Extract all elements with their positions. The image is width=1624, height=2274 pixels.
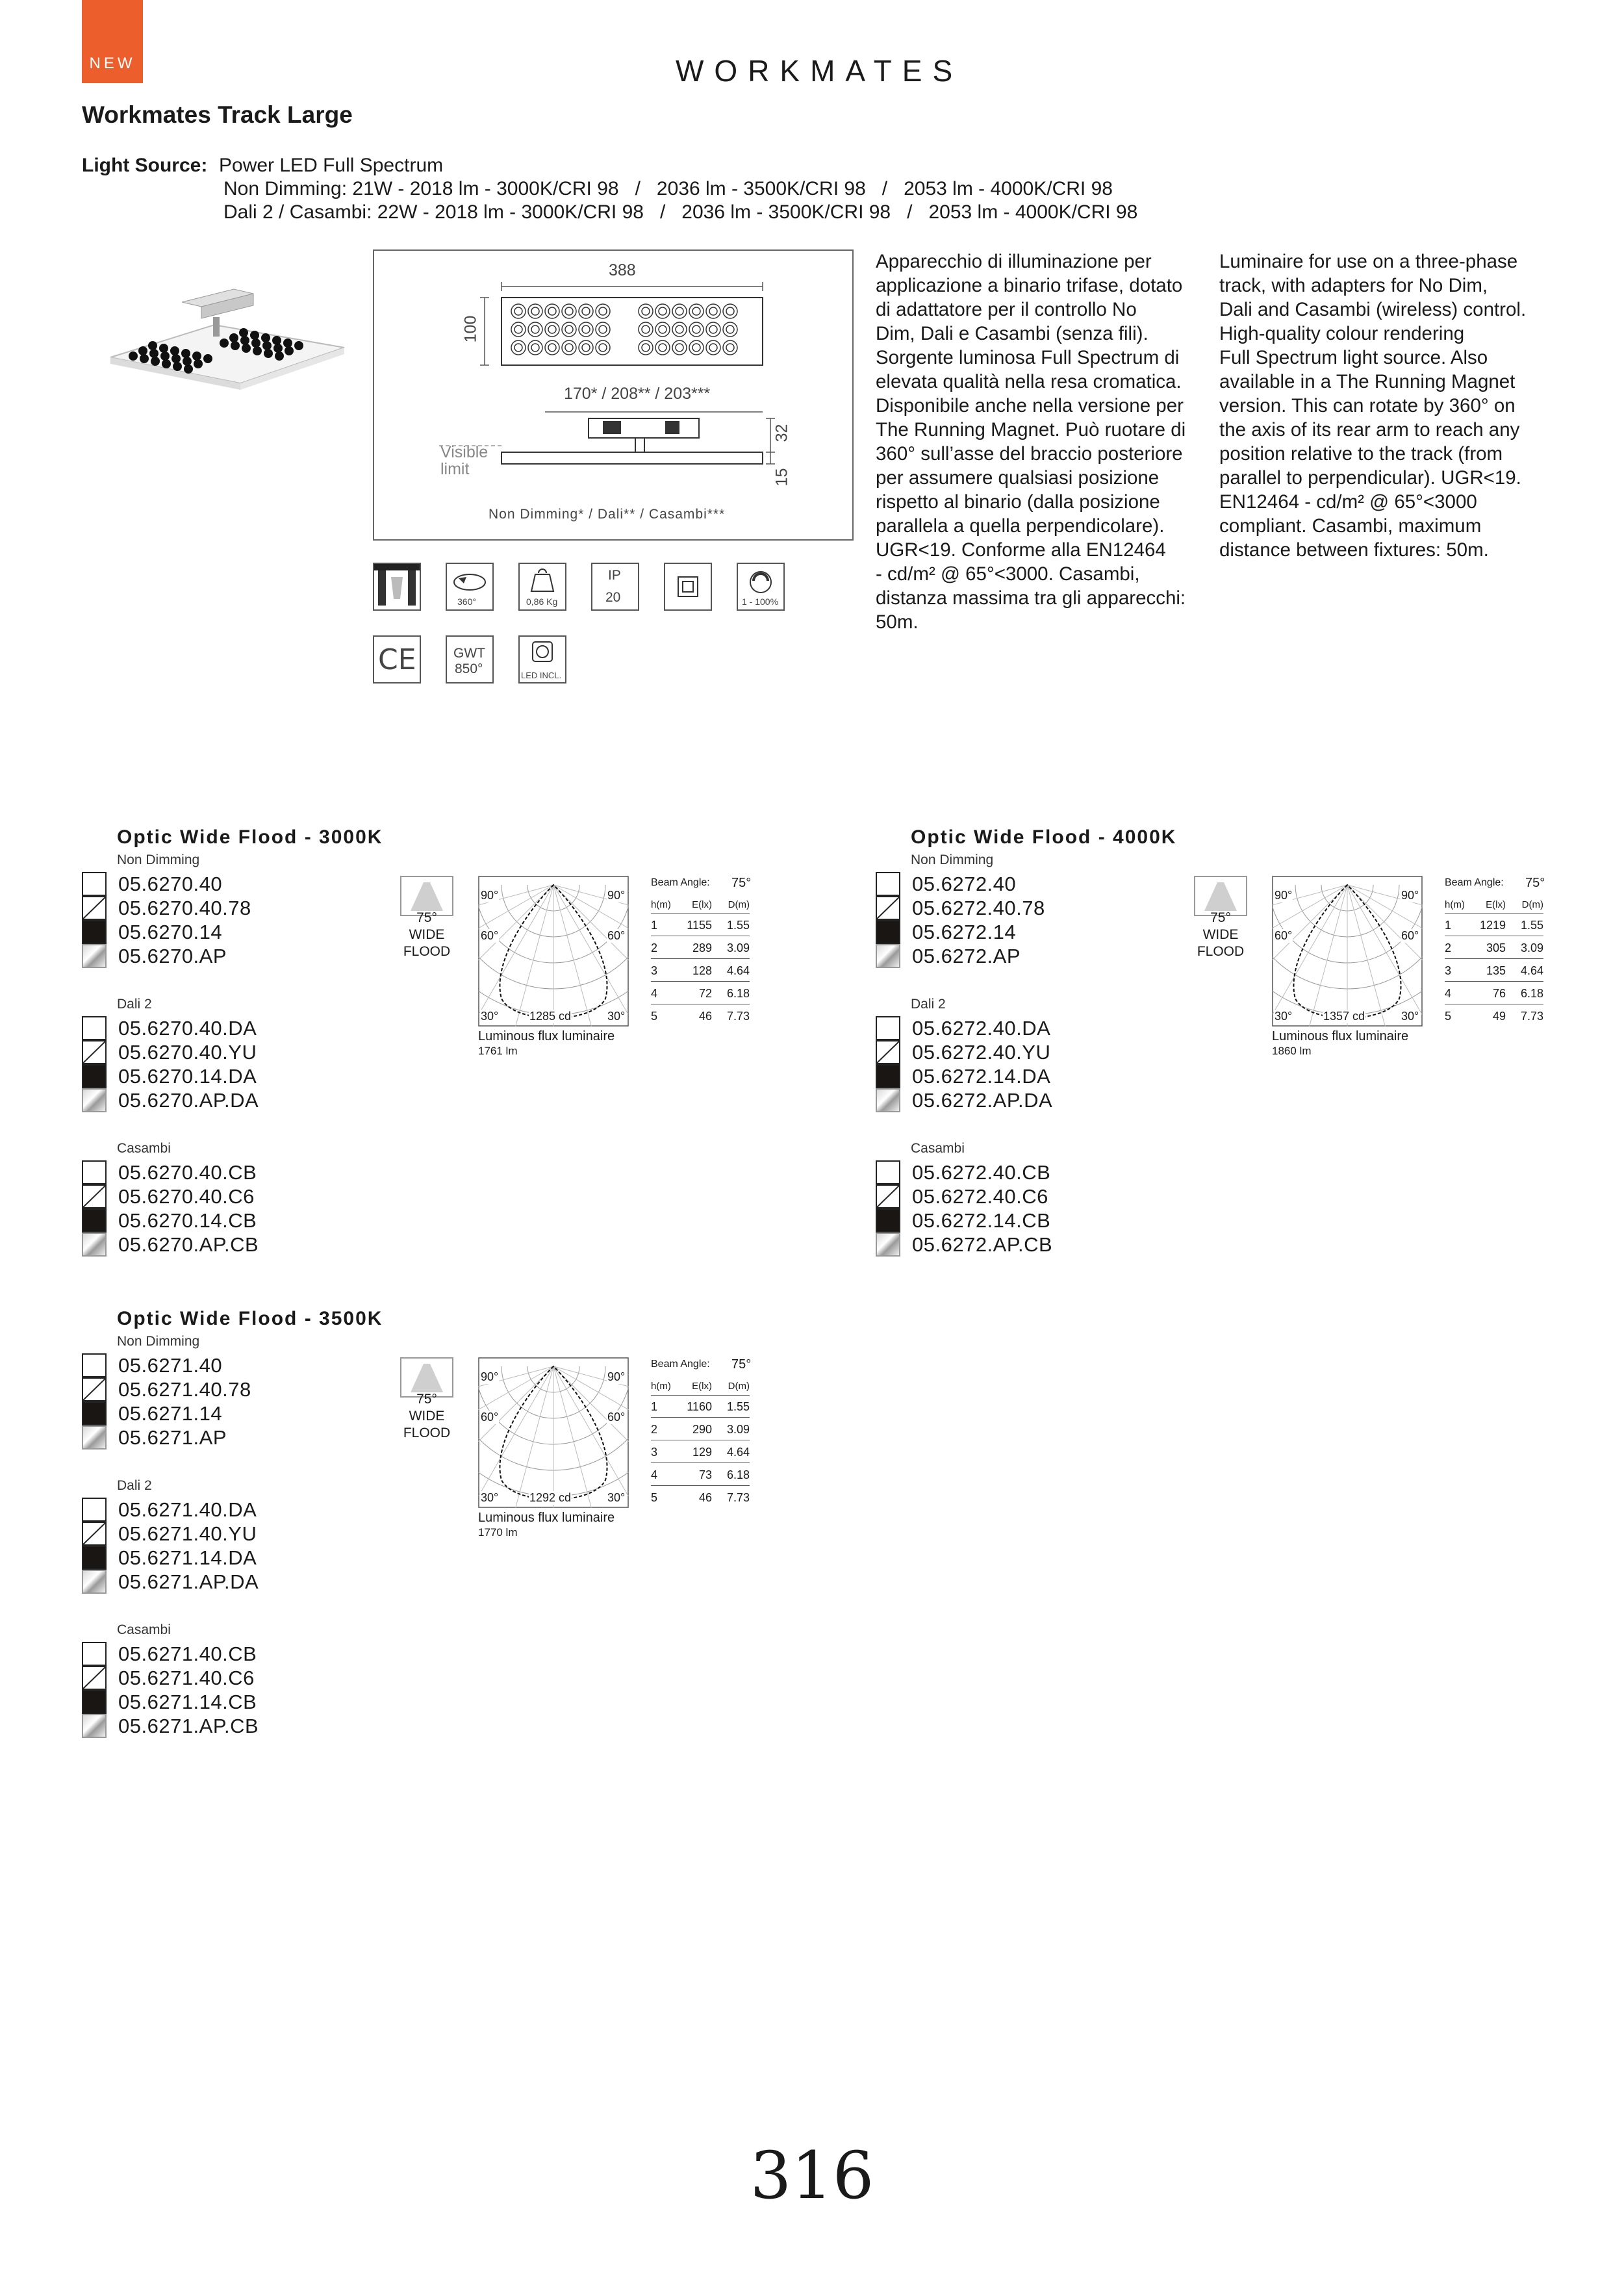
light-source-line: Power LED Full Spectrum xyxy=(219,155,444,176)
product-code-row xyxy=(82,1064,257,1088)
product-code: 05.6270.40.YU xyxy=(118,1040,257,1064)
product-code-row xyxy=(82,1522,257,1546)
beam-type-line1: WIDE xyxy=(409,1409,445,1424)
product-code-row xyxy=(876,896,1045,920)
product-code: 05.6272.AP.DA xyxy=(912,1088,1053,1112)
polar-angle-30-left: 30° xyxy=(481,1491,499,1504)
product-code-row xyxy=(82,872,222,896)
polar-angle-90-right: 90° xyxy=(1401,889,1419,902)
product-code: 05.6271.14 xyxy=(118,1401,223,1425)
finish-swatch-white xyxy=(82,1353,107,1377)
product-code: 05.6272.14 xyxy=(912,920,1017,943)
category-label: Dali 2 xyxy=(117,997,152,1012)
luminous-flux-value: 1770 lm xyxy=(478,1526,518,1539)
product-code: 05.6271.40.78 xyxy=(118,1377,251,1401)
polar-angle-60-right: 60° xyxy=(607,929,626,942)
gwt-box xyxy=(446,635,494,683)
product-code: 05.6270.AP.DA xyxy=(118,1088,259,1112)
table-cell: 4 xyxy=(651,1468,658,1481)
brand-title: WORKMATES xyxy=(676,54,963,88)
polar-angle-90-right: 90° xyxy=(607,1370,626,1383)
page-number: 316 xyxy=(750,2138,874,2214)
table-cell: 3 xyxy=(651,1446,658,1459)
product-code: 05.6271.14.CB xyxy=(118,1690,257,1713)
table-cell: 49 xyxy=(1492,1010,1506,1023)
product-code-row xyxy=(876,1040,1050,1064)
luminous-flux-label: Luminous flux luminaire xyxy=(1272,1029,1409,1043)
product-code: 05.6272.AP xyxy=(912,944,1021,967)
product-code-row xyxy=(876,1184,1048,1208)
table-cell: 1 xyxy=(651,1400,658,1413)
photometric-table xyxy=(651,876,755,1038)
track-icon xyxy=(374,564,420,609)
finish-swatch-black xyxy=(82,1401,107,1425)
beam-angle-table-value: 75° xyxy=(731,1357,752,1372)
table-cell: 76 xyxy=(1492,987,1506,1000)
product-code-row xyxy=(82,1377,251,1401)
limit-label: limit xyxy=(440,460,470,478)
product-code-row xyxy=(876,1233,1052,1257)
product-code-row xyxy=(82,920,222,944)
finish-swatch-diag xyxy=(82,1377,107,1401)
product-code-row xyxy=(82,944,227,968)
diagonal-icon xyxy=(877,1041,899,1063)
product-code-row xyxy=(82,1040,257,1064)
polar-angle-60-left: 60° xyxy=(1275,929,1293,942)
product-code: 05.6270.14.DA xyxy=(118,1064,257,1088)
photometric-table xyxy=(1445,876,1549,1038)
product-code: 05.6271.AP xyxy=(118,1425,227,1449)
ip-label: IP xyxy=(608,568,621,583)
product-code-row xyxy=(876,1016,1050,1040)
product-code: 05.6271.40.CB xyxy=(118,1642,257,1665)
product-code-row xyxy=(876,1160,1050,1184)
product-code: 05.6271.40.DA xyxy=(118,1498,257,1521)
product-code: 05.6272.40.C6 xyxy=(912,1184,1048,1208)
weight-label: 0,86 Kg xyxy=(526,596,558,607)
finish-swatch-alu xyxy=(82,1233,107,1257)
table-cell: 3.09 xyxy=(726,941,750,954)
beam-angle-value: 75° xyxy=(416,910,437,925)
product-code-row xyxy=(82,1184,255,1208)
product-code-row xyxy=(82,1666,255,1690)
finish-swatch-white xyxy=(876,1160,900,1184)
finish-swatch-diag xyxy=(876,896,900,920)
finish-swatch-diag xyxy=(82,1666,107,1690)
table-cell: 1.55 xyxy=(1520,919,1543,932)
table-cell: 5 xyxy=(1445,1010,1452,1023)
table-cell: 73 xyxy=(698,1468,712,1481)
table-header: E(lx) xyxy=(692,1381,712,1392)
table-cell: 3 xyxy=(1445,964,1452,977)
product-code: 05.6270.40.78 xyxy=(118,896,251,919)
finish-swatch-white xyxy=(82,1016,107,1040)
polar-max-cd: 1292 cd xyxy=(529,1491,572,1504)
table-cell: 7.73 xyxy=(1520,1010,1543,1023)
diagonal-icon xyxy=(83,1041,105,1063)
technical-drawing xyxy=(373,249,854,541)
category-label: Casambi xyxy=(117,1622,171,1637)
table-cell: 305 xyxy=(1486,941,1506,954)
led-incl-label: LED INCL. xyxy=(521,671,562,680)
product-code-row xyxy=(82,1016,257,1040)
table-cell: 128 xyxy=(692,964,712,977)
polar-angle-60-left: 60° xyxy=(481,1411,499,1424)
table-rule xyxy=(651,1395,750,1396)
product-code: 05.6271.40.YU xyxy=(118,1522,257,1545)
diagonal-icon xyxy=(83,1523,105,1544)
table-header: D(m) xyxy=(728,1381,750,1392)
product-code-row xyxy=(82,1208,257,1233)
polar-max-cd: 1357 cd xyxy=(1323,1010,1365,1023)
polar-angle-90-left: 90° xyxy=(1275,889,1293,902)
table-cell: 290 xyxy=(692,1423,712,1436)
optic-title: Optic Wide Flood - 3500K xyxy=(117,1308,383,1329)
table-cell: 6.18 xyxy=(1520,987,1543,1000)
finish-swatch-alu xyxy=(82,944,107,968)
led-incl-box xyxy=(518,635,566,683)
table-header: h(m) xyxy=(1445,899,1465,910)
beam-angle-label: Beam Angle: xyxy=(1445,877,1504,888)
table-cell: 3 xyxy=(651,964,658,977)
polar-angle-30-right: 30° xyxy=(607,1491,626,1504)
luminous-flux-label: Luminous flux luminaire xyxy=(478,1029,615,1043)
photometric-table xyxy=(651,1357,755,1520)
table-cell: 46 xyxy=(698,1010,712,1023)
beam-type-line1: WIDE xyxy=(409,927,445,942)
polar-angle-90-left: 90° xyxy=(481,889,499,902)
table-cell: 1160 xyxy=(687,1400,712,1413)
gwt-label: GWT xyxy=(453,646,485,661)
product-code: 05.6270.14.CB xyxy=(118,1208,257,1232)
product-code-row xyxy=(876,1064,1050,1088)
product-code: 05.6271.AP.CB xyxy=(118,1714,259,1737)
table-cell: 1219 xyxy=(1479,919,1506,932)
product-image xyxy=(104,286,351,396)
diagonal-icon xyxy=(83,1379,105,1400)
product-code: 05.6270.40 xyxy=(118,872,223,895)
table-cell: 4.64 xyxy=(726,1446,750,1459)
polar-angle-30-right: 30° xyxy=(607,1010,626,1023)
product-code: 05.6271.AP.DA xyxy=(118,1570,259,1593)
beam-type-line2: FLOOD xyxy=(403,1425,451,1440)
table-cell: 135 xyxy=(1486,964,1506,977)
table-rule xyxy=(651,913,750,914)
finish-swatch-white xyxy=(82,872,107,896)
luminous-flux-label: Luminous flux luminaire xyxy=(478,1511,615,1525)
diagonal-icon xyxy=(83,1186,105,1207)
dimming-icon-box xyxy=(737,563,785,611)
polar-angle-60-right: 60° xyxy=(607,1411,626,1424)
finish-swatch-diag xyxy=(82,1040,107,1064)
diagonal-icon xyxy=(83,897,105,919)
product-code-row xyxy=(82,1690,257,1714)
category-label: Non Dimming xyxy=(117,852,200,867)
ip-rating-box xyxy=(591,563,639,611)
product-code-row xyxy=(82,896,251,920)
table-header: h(m) xyxy=(651,1381,671,1392)
product-code-row xyxy=(82,1570,259,1594)
table-cell: 7.73 xyxy=(726,1010,750,1023)
finish-swatch-white xyxy=(82,1642,107,1666)
table-cell: 129 xyxy=(692,1446,712,1459)
product-code-row xyxy=(82,1498,257,1522)
ce-mark-box xyxy=(373,635,421,683)
light-source-dali-casambi: Dali 2 / Casambi: 22W - 2018 lm - 3000K/CRI 98 / 2036 lm - 3500K/CRI 98 / 2053 lm - 4000K/CRI 98 xyxy=(223,201,1138,223)
beam-type-line2: FLOOD xyxy=(403,944,451,959)
diagonal-icon xyxy=(877,897,899,919)
product-code-row xyxy=(876,1088,1052,1112)
product-code: 05.6272.40.DA xyxy=(912,1016,1051,1040)
product-code: 05.6271.40 xyxy=(118,1353,223,1377)
visible-label: Visible xyxy=(440,443,488,461)
table-cell: 4 xyxy=(651,987,658,1000)
table-rule xyxy=(651,981,750,982)
product-code: 05.6272.14.CB xyxy=(912,1208,1051,1232)
finish-swatch-alu xyxy=(82,1088,107,1112)
table-cell: 1 xyxy=(1445,919,1452,932)
ip-value: 20 xyxy=(605,590,621,605)
category-label: Casambi xyxy=(117,1141,171,1156)
ce-mark: CE xyxy=(378,643,416,676)
finish-swatch-white xyxy=(82,1498,107,1522)
table-cell: 4.64 xyxy=(1520,964,1543,977)
product-code: 05.6272.14.DA xyxy=(912,1064,1051,1088)
beam-type-line2: FLOOD xyxy=(1197,944,1245,959)
table-cell: 6.18 xyxy=(726,1468,750,1481)
new-badge: NEW xyxy=(82,0,143,83)
finish-swatch-black xyxy=(876,920,900,944)
table-cell: 289 xyxy=(692,941,712,954)
dim-height: 100 xyxy=(461,315,480,343)
table-cell: 7.73 xyxy=(726,1491,750,1504)
product-code-row xyxy=(82,1353,222,1377)
product-code-row xyxy=(82,1233,259,1257)
finish-swatch-diag xyxy=(82,1522,107,1546)
optic-title: Optic Wide Flood - 4000K xyxy=(911,826,1177,848)
product-code-row xyxy=(876,1208,1050,1233)
polar-angle-60-left: 60° xyxy=(481,929,499,942)
product-code: 05.6272.40.78 xyxy=(912,896,1045,919)
diagonal-icon xyxy=(83,1667,105,1689)
product-code: 05.6270.AP.CB xyxy=(118,1233,259,1256)
product-code-row xyxy=(82,1088,259,1112)
beam-angle-value: 75° xyxy=(416,1392,437,1407)
product-title: Workmates Track Large xyxy=(82,101,353,128)
finish-swatch-diag xyxy=(876,1040,900,1064)
finish-swatch-alu xyxy=(876,944,900,968)
table-rule xyxy=(651,958,750,959)
optic-section xyxy=(82,1308,796,1789)
product-code-row xyxy=(876,944,1021,968)
product-code: 05.6272.40.YU xyxy=(912,1040,1051,1064)
product-code: 05.6270.AP xyxy=(118,944,227,967)
diagonal-icon xyxy=(877,1186,899,1207)
table-header: E(lx) xyxy=(1486,899,1506,910)
table-cell: 2 xyxy=(651,1423,658,1436)
product-code-row xyxy=(82,1714,259,1738)
beam-angle-value: 75° xyxy=(1210,910,1231,925)
table-cell: 4 xyxy=(1445,987,1452,1000)
product-code: 05.6270.40.DA xyxy=(118,1016,257,1040)
product-code-row xyxy=(82,1642,257,1666)
table-cell: 4.64 xyxy=(726,964,750,977)
polar-angle-60-right: 60° xyxy=(1401,929,1419,942)
class-icon-box xyxy=(664,563,712,611)
table-header: D(m) xyxy=(1521,899,1543,910)
table-cell: 2 xyxy=(651,941,658,954)
finish-swatch-black xyxy=(876,1208,900,1233)
polar-angle-90-left: 90° xyxy=(481,1370,499,1383)
dim-15: 15 xyxy=(772,468,791,487)
luminous-flux-value: 1860 lm xyxy=(1272,1045,1312,1057)
table-cell: 3.09 xyxy=(726,1423,750,1436)
category-label: Non Dimming xyxy=(911,852,994,867)
rotation-icon-box xyxy=(446,563,494,611)
gwt-value: 850° xyxy=(455,661,483,676)
category-label: Non Dimming xyxy=(117,1334,200,1349)
beam-angle-table-value: 75° xyxy=(1525,876,1545,890)
table-header: h(m) xyxy=(651,899,671,910)
beam-angle-label: Beam Angle: xyxy=(651,1359,710,1370)
product-code: 05.6271.40.C6 xyxy=(118,1666,255,1689)
table-rule xyxy=(1445,981,1543,982)
product-code-row xyxy=(82,1425,227,1450)
light-source-non-dimming: Non Dimming: 21W - 2018 lm - 3000K/CRI 98 / 2036 lm - 3500K/CRI 98 / 2053 lm - 4000K/CRI 98 xyxy=(223,178,1113,199)
product-code: 05.6270.40.C6 xyxy=(118,1184,255,1208)
beam-angle-label: Beam Angle: xyxy=(651,877,710,888)
optic-title: Optic Wide Flood - 3000K xyxy=(117,826,383,848)
product-code: 05.6271.14.DA xyxy=(118,1546,257,1569)
luminous-flux-value: 1761 lm xyxy=(478,1045,518,1057)
finish-swatch-black xyxy=(82,1208,107,1233)
optic-section xyxy=(876,826,1590,1307)
table-cell: 2 xyxy=(1445,941,1452,954)
table-cell: 1155 xyxy=(687,919,712,932)
polar-angle-30-left: 30° xyxy=(481,1010,499,1023)
finish-swatch-alu xyxy=(82,1570,107,1594)
finish-swatch-black xyxy=(82,1064,107,1088)
polar-angle-30-left: 30° xyxy=(1275,1010,1293,1023)
table-rule xyxy=(1445,913,1543,914)
table-cell: 1.55 xyxy=(726,1400,750,1413)
polar-max-cd: 1285 cd xyxy=(529,1010,572,1023)
product-code: 05.6270.14 xyxy=(118,920,223,943)
product-code-row xyxy=(876,872,1016,896)
category-label: Casambi xyxy=(911,1141,965,1156)
description-italian: Apparecchio di illuminazione per applicazione a binario trifase, dotato di adattatore per il controllo No Dim, Dali e Casambi (senza fili). Sorgente luminosa Full Spectrum di elevata qualità nella resa cromatica. Disponibile anche nella versione per The Running Magnet. Può ruotare di 360° sull’asse del braccio posteriore per assumere qualsiasi posizione rispetto al binario (dalla posizione parallela a quella perpendicolare). UGR<19. Conforme alla EN12464 - cd/m² @ 65°<3000. Casambi, distanza massima tra gli apparecchi: 50m. xyxy=(876,251,1186,633)
table-cell: 6.18 xyxy=(726,987,750,1000)
finish-swatch-white xyxy=(876,1016,900,1040)
finish-swatch-alu xyxy=(876,1088,900,1112)
finish-swatch-alu xyxy=(82,1425,107,1450)
polar-angle-30-right: 30° xyxy=(1401,1010,1419,1023)
product-code-row xyxy=(82,1401,222,1425)
optic-section xyxy=(82,826,796,1307)
table-rule xyxy=(651,1417,750,1418)
rotation-label: 360° xyxy=(457,596,476,607)
dimming-label: 1 - 100% xyxy=(742,596,779,607)
dim-32: 32 xyxy=(772,424,791,442)
category-label: Dali 2 xyxy=(117,1478,152,1493)
beam-angle-table-value: 75° xyxy=(731,876,752,890)
table-cell: 5 xyxy=(651,1010,658,1023)
finish-swatch-diag xyxy=(82,896,107,920)
finish-swatch-black xyxy=(82,1690,107,1714)
category-label: Dali 2 xyxy=(911,997,946,1012)
table-rule xyxy=(1445,958,1543,959)
weight-icon-box xyxy=(518,563,566,611)
table-cell: 72 xyxy=(698,987,712,1000)
table-rule xyxy=(651,1485,750,1486)
description-english: Luminaire for use on a three-phase track, with adapters for No Dim, Dali and Casambi (wireless) control. High-quality colour rendering Full Spectrum light source. Also available in a The Running Magnet version. This can rotate by 360° on the axis of its rear arm to reach any position relative to the track (from parallel to perpendicular). UGR<19. EN12464 - cd/m² @ 65°<3000 compliant. Casambi, maximum distance between fixtures: 50m. xyxy=(1219,251,1527,561)
table-cell: 5 xyxy=(651,1491,658,1504)
table-header: D(m) xyxy=(728,899,750,910)
finish-swatch-white xyxy=(876,872,900,896)
table-cell: 3.09 xyxy=(1520,941,1543,954)
beam-type-line1: WIDE xyxy=(1202,927,1239,942)
table-cell: 46 xyxy=(698,1491,712,1504)
light-source-label: Light Source: xyxy=(82,155,208,176)
finish-swatch-black xyxy=(82,920,107,944)
product-code-row xyxy=(876,920,1016,944)
finish-swatch-alu xyxy=(82,1714,107,1738)
dim-width: 388 xyxy=(609,261,636,279)
finish-swatch-alu xyxy=(876,1233,900,1257)
square-class-icon xyxy=(665,564,711,609)
table-cell: 1 xyxy=(651,919,658,932)
finish-swatch-black xyxy=(82,1546,107,1570)
product-code: 05.6272.40.CB xyxy=(912,1160,1051,1184)
finish-swatch-diag xyxy=(876,1184,900,1208)
table-header: E(lx) xyxy=(692,899,712,910)
product-code: 05.6272.AP.CB xyxy=(912,1233,1053,1256)
track-type-icon xyxy=(373,563,421,611)
drawing-caption: Non Dimming* / Dali** / Casambi*** xyxy=(488,507,726,522)
product-code: 05.6270.40.CB xyxy=(118,1160,257,1184)
table-cell: 1.55 xyxy=(726,919,750,932)
product-code-row xyxy=(82,1160,257,1184)
polar-angle-90-right: 90° xyxy=(607,889,626,902)
product-code: 05.6272.40 xyxy=(912,872,1017,895)
finish-swatch-black xyxy=(876,1064,900,1088)
product-code-row xyxy=(82,1546,257,1570)
dim-length-options: 170* / 208** / 203*** xyxy=(564,385,711,403)
finish-swatch-diag xyxy=(82,1184,107,1208)
finish-swatch-white xyxy=(82,1160,107,1184)
